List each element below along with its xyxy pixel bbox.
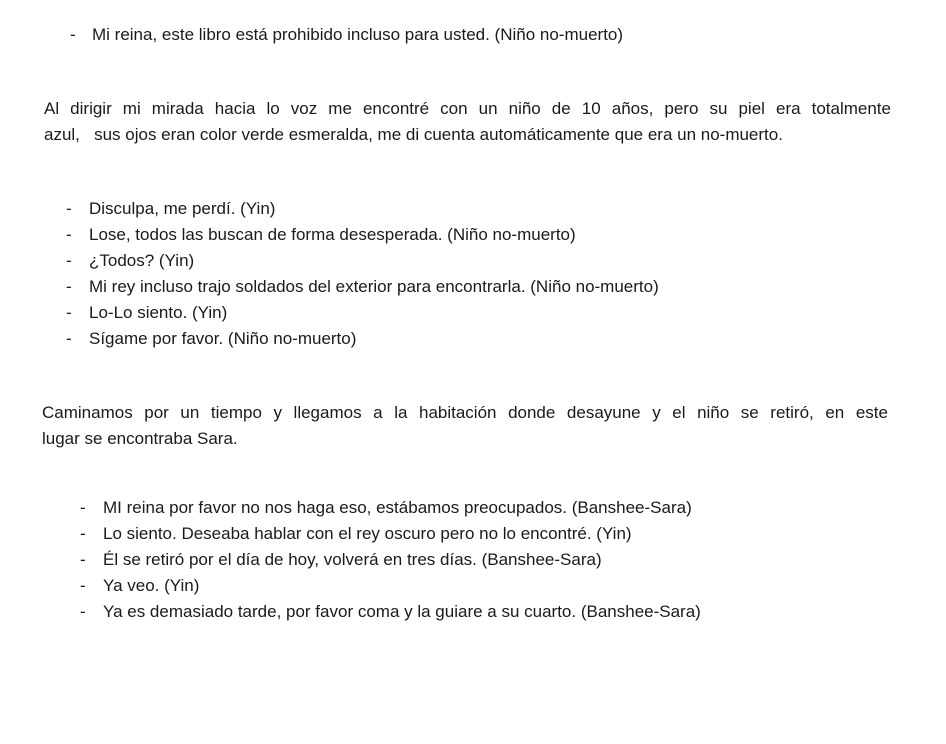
dialogue-line [66,196,826,222]
dialogue-text: Sígame por favor. (Niño no-muerto) [89,329,357,348]
dialogue-dash: - [80,498,86,517]
paragraph-word: mi [122,99,141,118]
paragraph-word: niño [508,99,541,118]
dialogue-text: Lo siento. Deseaba hablar con el rey oscuro pero no lo encontré. (Yin) [103,524,632,543]
paragraph-word: por [144,403,169,422]
narrative-paragraph [42,400,888,452]
dialogue-text: Mi reina, este libro está prohibido incluso para usted. (Niño no-muerto) [92,25,624,44]
dialogue-dash: - [66,199,72,218]
paragraph-line: azul, sus ojos eran color verde esmeralda, me di cuenta automáticamente que era un no-muerto. [44,125,783,144]
paragraph-word: se [740,403,759,422]
paragraph-word: de [551,99,571,118]
dialogue-text: Mi rey incluso trajo soldados del exterior para encontrarla. (Niño no-muerto) [89,277,659,296]
paragraph-word: dirigir [70,99,112,118]
paragraph-word: me [328,99,352,118]
paragraph-line: lugar se encontraba Sara. [42,429,238,448]
dialogue-text: MI reina por favor no nos haga eso, estábamos preocupados. (Banshee-Sara) [103,498,692,517]
paragraph-word: 10 [581,99,601,118]
dialogue-text: Ya es demasiado tarde, por favor coma y la guiare a su cuarto. (Banshee-Sara) [103,602,701,621]
paragraph-word: era [775,99,801,118]
paragraph-word: un [180,403,200,422]
dialogue-line [80,547,860,573]
dialogue-text: Él se retiró por el día de hoy, volverá en tres días. (Banshee-Sara) [103,550,602,569]
paragraph-word: este [855,403,888,422]
dialogue-text: Lose, todos las buscan de forma desesperada. (Niño no-muerto) [89,225,576,244]
dialogue-line [66,300,826,326]
paragraph-word: Caminamos [42,403,133,422]
paragraph-word: la [394,403,408,422]
dialogue-text: Disculpa, me perdí. (Yin) [89,199,276,218]
paragraph-word: retiró, [770,403,814,422]
paragraph-word: tiempo [210,403,262,422]
dialogue-text: Lo-Lo siento. (Yin) [89,303,228,322]
paragraph-word: totalmente [811,99,891,118]
dialogue-dash: - [66,251,72,270]
paragraph-word: y [652,403,661,422]
paragraph-line [44,96,891,122]
paragraph-word: el [672,403,686,422]
paragraph-word: años, [611,99,654,118]
paragraph-word: un [478,99,498,118]
paragraph-word: hacia [214,99,256,118]
dialogue-dash: - [80,524,86,543]
dialogue-text: ¿Todos? (Yin) [89,251,195,270]
paragraph-word: donde [508,403,556,422]
paragraph-word: lo [266,99,280,118]
paragraph-word: en [825,403,845,422]
paragraph-word: voz [290,99,318,118]
paragraph-word: y [273,403,282,422]
paragraph-word: piel [738,99,765,118]
paragraph-word: niño [697,403,730,422]
dialogue-line [80,521,860,547]
paragraph-word: a [373,403,383,422]
paragraph-line [42,400,888,426]
dialogue-dash: - [66,225,72,244]
narrative-paragraph [44,96,891,148]
dialogue-line [66,222,826,248]
dialogue-line [70,22,770,48]
paragraph-word: encontré [362,99,430,118]
dialogue-text: Ya veo. (Yin) [103,576,200,595]
dialogue-dash: - [66,329,72,348]
paragraph-word: Al [44,99,60,118]
dialogue-dash: - [80,550,86,569]
dialogue-line [80,573,860,599]
paragraph-word: mirada [151,99,204,118]
dialogue-dash: - [66,303,72,322]
dialogue-dash: - [80,576,86,595]
dialogue-line [80,495,860,521]
paragraph-word: desayune [566,403,641,422]
dialogue-line [80,599,860,625]
dialogue-line [66,248,826,274]
paragraph-word: habitación [418,403,497,422]
paragraph-word: su [709,99,728,118]
paragraph-word: con [440,99,468,118]
dialogue-dash: - [70,25,76,44]
dialogue-dash: - [66,277,72,296]
paragraph-word: llegamos [293,403,362,422]
dialogue-line [66,274,826,300]
paragraph-word: pero [664,99,699,118]
dialogue-line [66,326,826,352]
dialogue-dash: - [80,602,86,621]
